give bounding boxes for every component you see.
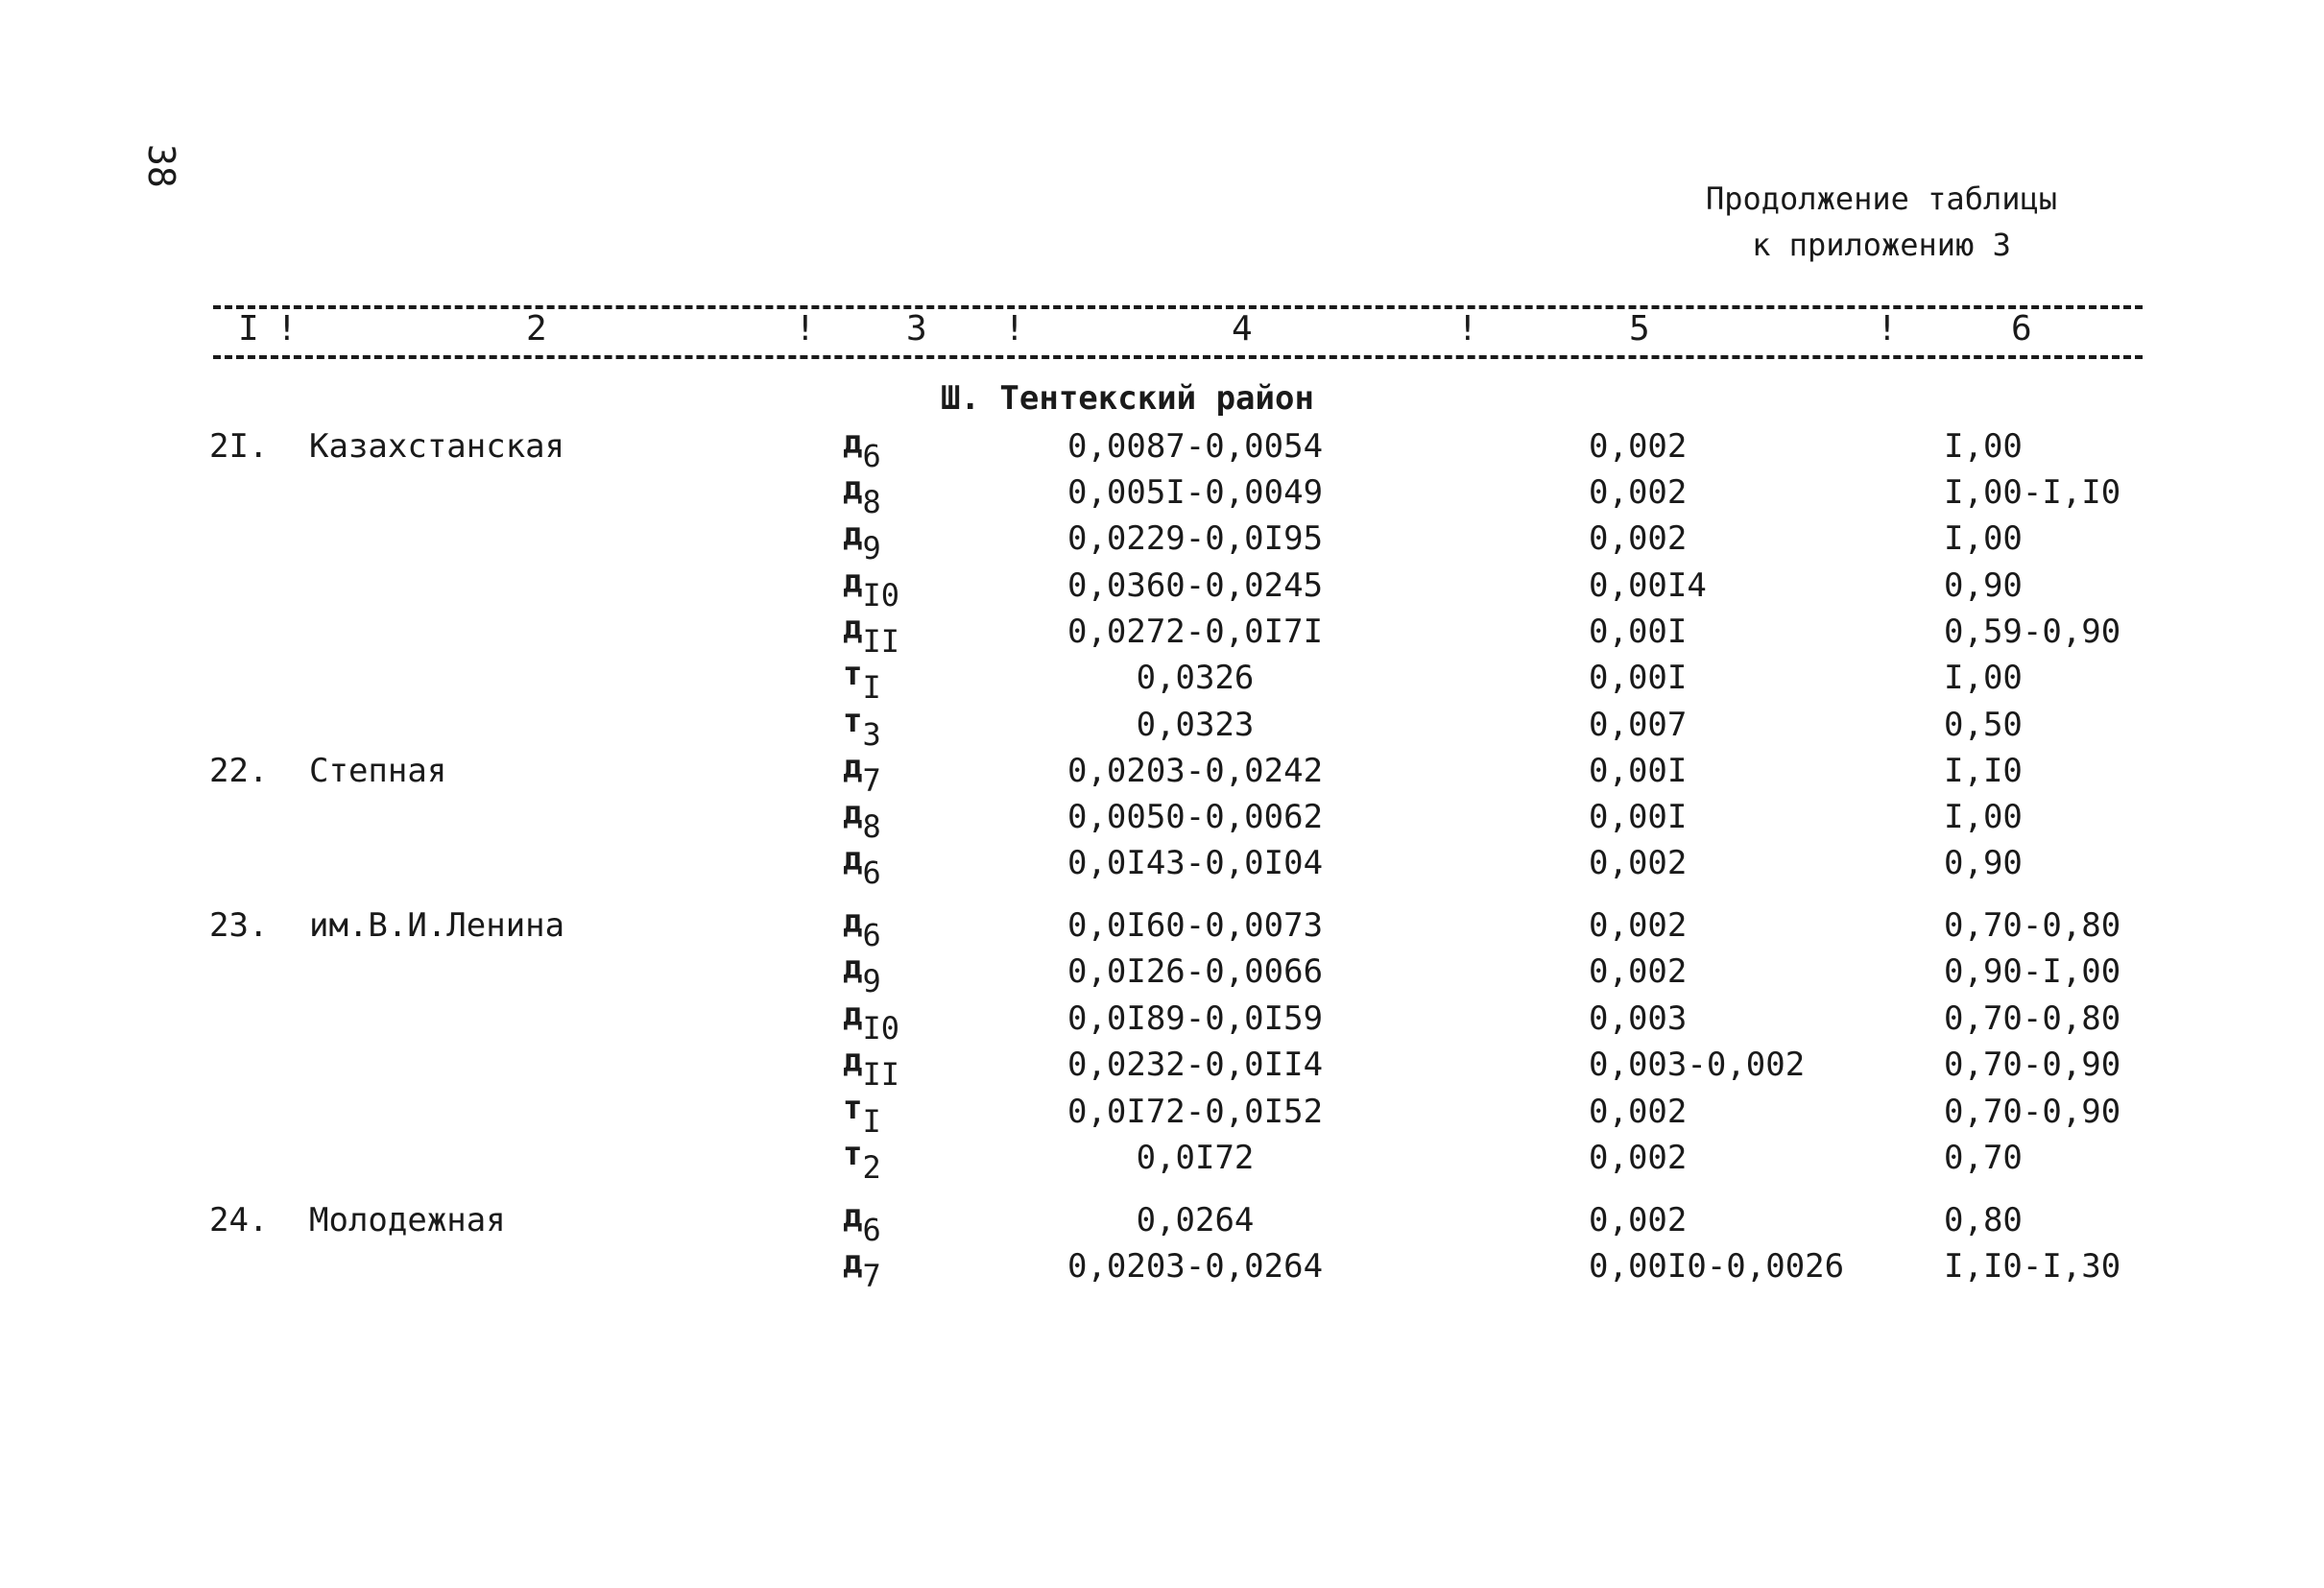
index-symbol	[843, 516, 881, 566]
value-col-5: 0,00I	[1589, 659, 1688, 697]
column-header-3: 3	[906, 309, 927, 349]
value-col-5: 0,002	[1589, 952, 1688, 991]
index-letter: д	[843, 748, 863, 786]
column-separator: !	[1877, 309, 1898, 349]
index-symbol	[843, 563, 899, 614]
row-number: 24.	[209, 1201, 269, 1239]
value-col-6: 0,70	[1944, 1139, 2023, 1177]
value-col-4: 0,0203-0,0264	[1066, 1247, 1324, 1286]
page-number: 38	[140, 144, 182, 188]
value-col-4: 0,0203-0,0242	[1066, 752, 1324, 790]
index-symbol	[843, 949, 881, 999]
index-symbol	[843, 902, 881, 953]
index-letter: д	[843, 516, 863, 554]
index-subscript: I	[862, 669, 881, 706]
section-title: Ш. Тентекский район	[941, 379, 1314, 418]
index-subscript: II	[862, 623, 900, 660]
index-subscript: 2	[862, 1149, 881, 1186]
column-header-5: 5	[1629, 309, 1650, 349]
column-header-6: 6	[2011, 309, 2032, 349]
value-col-5: 0,00I	[1589, 798, 1688, 836]
value-col-6: 0,50	[1944, 706, 2023, 744]
value-col-4: 0,0I26-0,0066	[1066, 952, 1324, 991]
value-col-4: 0,0229-0,0I95	[1066, 519, 1324, 558]
index-letter: т	[843, 655, 863, 693]
column-separator: !	[795, 309, 816, 349]
value-col-5: 0,00I0-0,0026	[1589, 1247, 1845, 1286]
value-col-6: I,00	[1944, 519, 2023, 558]
value-col-5: 0,002	[1589, 1139, 1688, 1177]
index-subscript: 6	[862, 1212, 881, 1248]
index-letter: д	[843, 794, 863, 832]
value-col-6: I,00	[1944, 659, 2023, 697]
value-col-6: 0,70-0,80	[1944, 906, 2121, 945]
index-symbol	[843, 1089, 881, 1140]
index-letter: т	[843, 1135, 863, 1173]
value-col-6: 0,59-0,90	[1944, 613, 2121, 651]
value-col-5: 0,00I	[1589, 613, 1688, 651]
value-col-4: 0,0I60-0,0073	[1066, 906, 1324, 945]
index-subscript: 3	[862, 716, 881, 753]
caption-line-1: Продолжение таблицы	[1705, 180, 2058, 217]
index-letter: т	[843, 1089, 863, 1127]
index-subscript: I	[862, 1103, 881, 1140]
index-subscript: 8	[862, 484, 881, 520]
index-subscript: I0	[862, 1010, 900, 1047]
value-col-4: 0,0323	[1136, 706, 1255, 744]
station-name: им.В.И.Ленина	[309, 906, 565, 945]
station-name: Молодежная	[309, 1201, 506, 1239]
index-letter: д	[843, 840, 863, 878]
index-symbol	[843, 1135, 881, 1186]
station-name: Степная	[309, 752, 447, 790]
index-letter: д	[843, 469, 863, 508]
index-symbol	[843, 655, 881, 706]
index-subscript: 6	[862, 438, 881, 474]
value-col-5: 0,002	[1589, 519, 1688, 558]
column-header-2: 2	[526, 309, 547, 349]
value-col-4: 0,0232-0,0II4	[1066, 1046, 1324, 1084]
value-col-4: 0,0360-0,0245	[1066, 566, 1324, 605]
index-symbol	[843, 609, 899, 660]
column-separator: !	[1457, 309, 1478, 349]
index-symbol	[843, 1042, 899, 1093]
value-col-4: 0,0050-0,0062	[1066, 798, 1324, 836]
index-subscript: 7	[862, 1258, 881, 1294]
value-col-5: 0,007	[1589, 706, 1688, 744]
value-col-4: 0,0272-0,0I7I	[1066, 613, 1324, 651]
index-symbol	[843, 423, 881, 474]
station-name: Казахстанская	[309, 427, 565, 466]
index-letter: д	[843, 423, 863, 462]
index-letter: д	[843, 996, 863, 1034]
index-symbol	[843, 1243, 881, 1294]
value-col-5: 0,00I	[1589, 752, 1688, 790]
value-col-4: 0,0I72	[1136, 1139, 1255, 1177]
value-col-6: 0,90-I,00	[1944, 952, 2121, 991]
value-col-6: I,00	[1944, 798, 2023, 836]
value-col-5: 0,003	[1589, 999, 1688, 1038]
index-subscript: I0	[862, 577, 900, 614]
value-col-6: 0,70-0,80	[1944, 999, 2121, 1038]
index-subscript: 7	[862, 762, 881, 799]
value-col-6: 0,80	[1944, 1201, 2023, 1239]
value-col-6: I,I0-I,30	[1944, 1247, 2121, 1286]
row-number: 22.	[209, 752, 269, 790]
value-col-5: 0,002	[1589, 906, 1688, 945]
row-number: 2I.	[209, 427, 269, 466]
value-col-6: I,00	[1944, 427, 2023, 466]
column-header-1: I	[238, 309, 259, 349]
value-col-5: 0,002	[1589, 1201, 1688, 1239]
value-col-5: 0,003-0,002	[1589, 1046, 1806, 1084]
index-letter: д	[843, 1197, 863, 1236]
index-letter: д	[843, 563, 863, 601]
value-col-5: 0,00I4	[1589, 566, 1707, 605]
index-letter: д	[843, 609, 863, 647]
index-letter: д	[843, 1042, 863, 1080]
value-col-6: I,00-I,I0	[1944, 473, 2121, 512]
index-subscript: 9	[862, 963, 881, 999]
row-number: 23.	[209, 906, 269, 945]
value-col-4: 0,0087-0,0054	[1066, 427, 1324, 466]
index-letter: д	[843, 902, 863, 941]
index-symbol	[843, 840, 881, 891]
index-symbol	[843, 748, 881, 799]
value-col-4: 0,0I89-0,0I59	[1066, 999, 1324, 1038]
value-col-4: 0,005I-0,0049	[1066, 473, 1324, 512]
value-col-5: 0,002	[1589, 1093, 1688, 1131]
index-symbol	[843, 469, 881, 520]
value-col-5: 0,002	[1589, 473, 1688, 512]
index-subscript: 9	[862, 530, 881, 566]
index-symbol	[843, 702, 881, 753]
index-subscript: II	[862, 1056, 900, 1093]
index-letter: д	[843, 1243, 863, 1282]
value-col-6: 0,90	[1944, 566, 2023, 605]
column-separator: !	[276, 309, 298, 349]
header-bottom-rule	[213, 355, 2143, 359]
column-header-4: 4	[1232, 309, 1253, 349]
value-col-5: 0,002	[1589, 844, 1688, 882]
index-subscript: 6	[862, 917, 881, 953]
value-col-4: 0,0326	[1136, 659, 1255, 697]
value-col-4: 0,0I72-0,0I52	[1066, 1093, 1324, 1131]
value-col-6: 0,70-0,90	[1944, 1093, 2121, 1131]
index-letter: д	[843, 949, 863, 987]
caption-line-2: к приложению 3	[1752, 227, 2011, 263]
index-symbol	[843, 1197, 881, 1248]
index-letter: т	[843, 702, 863, 740]
index-symbol	[843, 794, 881, 845]
index-subscript: 8	[862, 808, 881, 845]
value-col-6: 0,90	[1944, 844, 2023, 882]
value-col-6: I,I0	[1944, 752, 2023, 790]
column-separator: !	[1004, 309, 1025, 349]
header-top-rule	[213, 305, 2143, 309]
value-col-4: 0,0I43-0,0I04	[1066, 844, 1324, 882]
index-symbol	[843, 996, 899, 1047]
index-subscript: 6	[862, 854, 881, 891]
value-col-6: 0,70-0,90	[1944, 1046, 2121, 1084]
value-col-4: 0,0264	[1136, 1201, 1255, 1239]
value-col-5: 0,002	[1589, 427, 1688, 466]
